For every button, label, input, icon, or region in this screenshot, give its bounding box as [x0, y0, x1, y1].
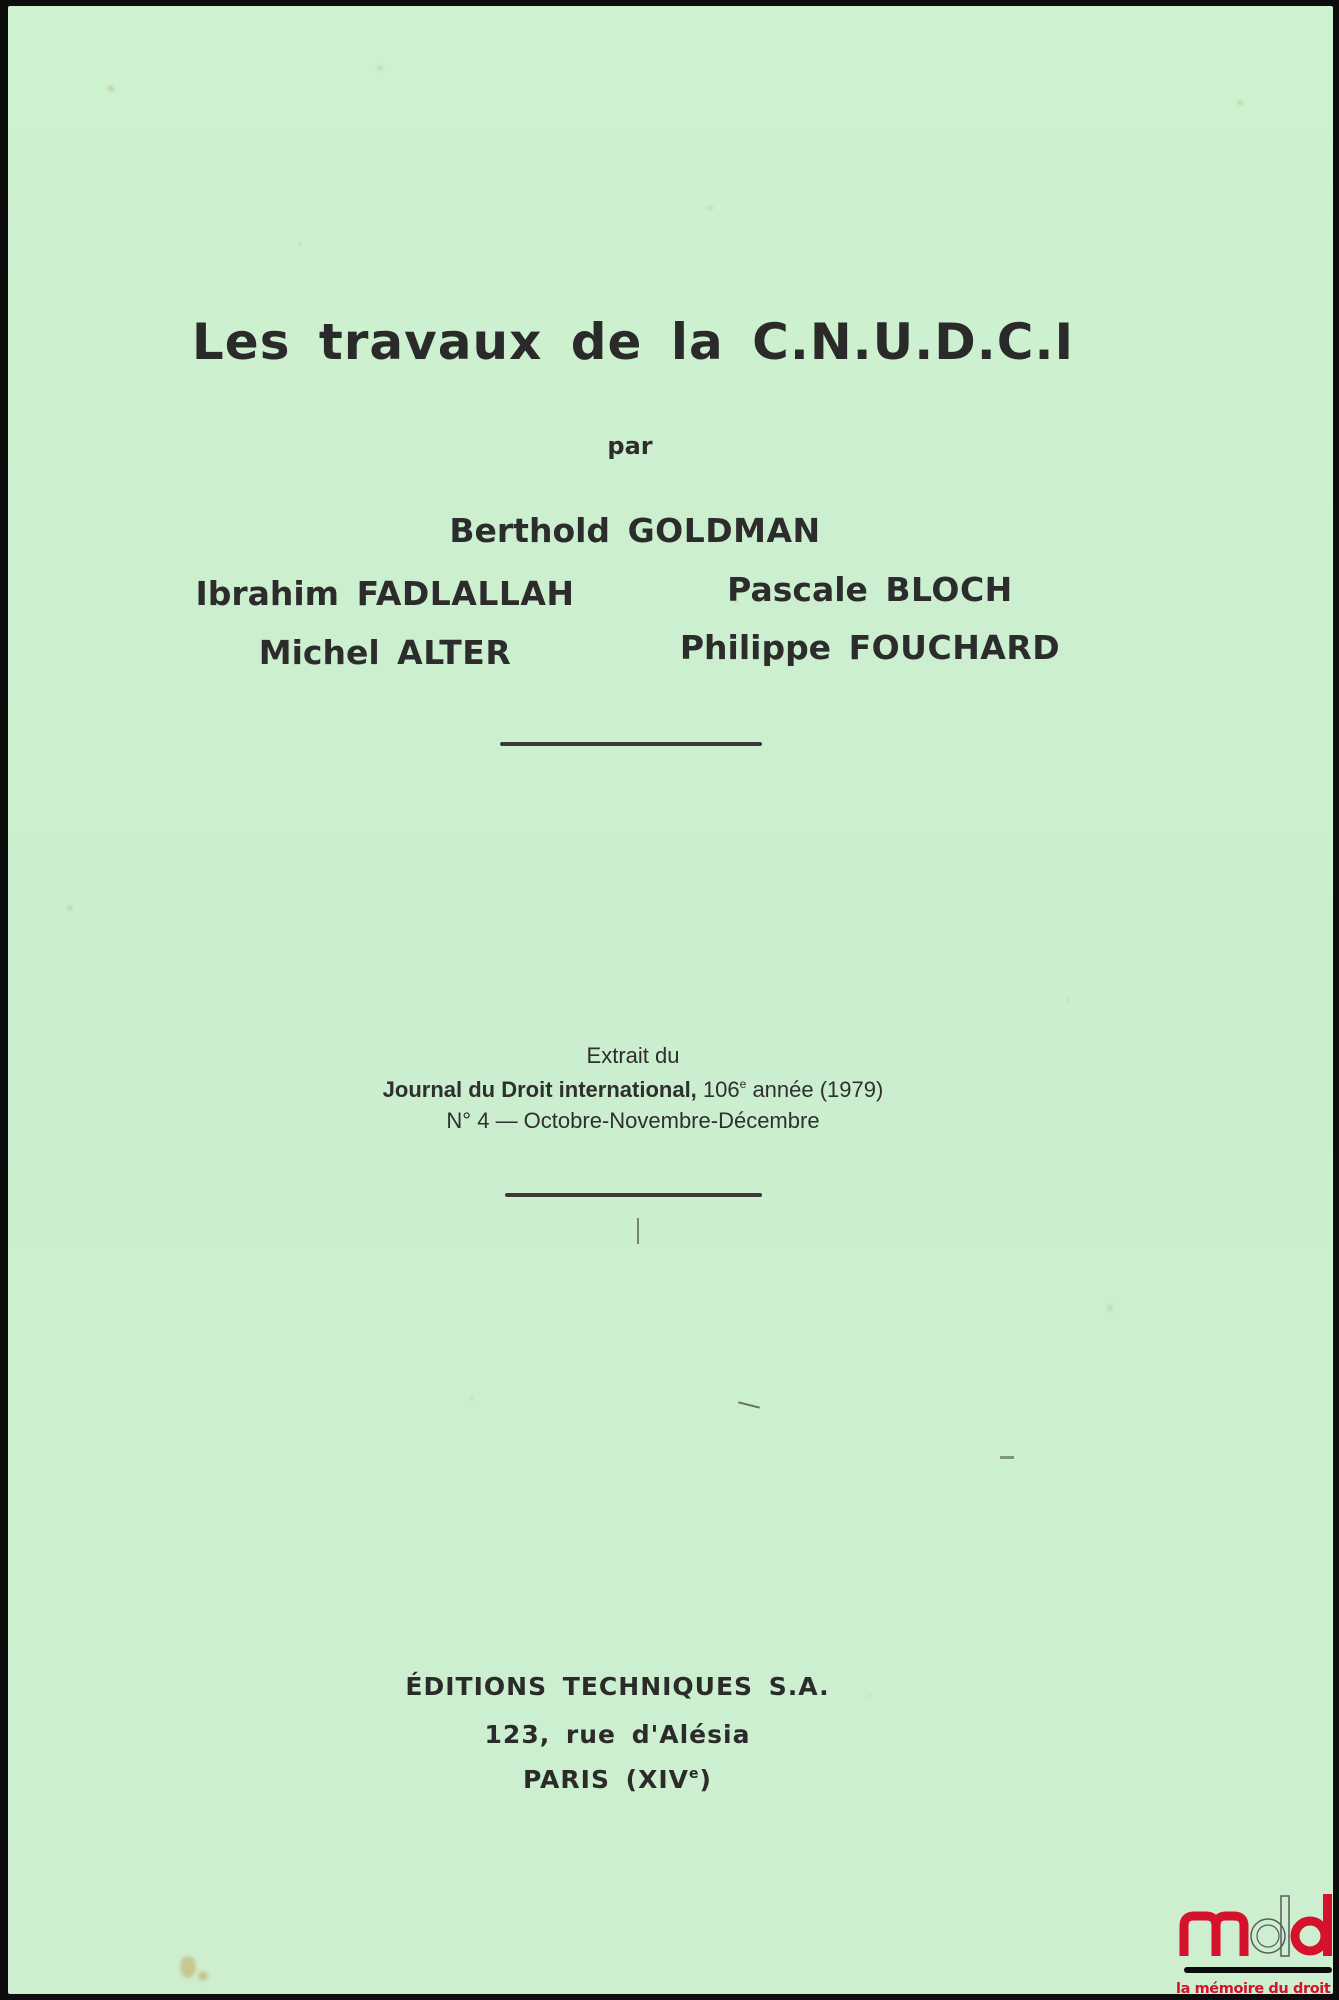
author-last-name: FOUCHARD: [848, 628, 1061, 667]
stain-mark: [180, 1956, 196, 1978]
publisher-address: 123, rue d'Alésia: [484, 1720, 751, 1749]
author-first-name: Pascale: [727, 570, 868, 609]
author-fadlallah: [165, 574, 605, 613]
journal-year-sup: e: [739, 1077, 747, 1091]
stain-mark: [1238, 101, 1243, 105]
ink-mark: [637, 1218, 639, 1244]
author-first-name: Michel: [258, 633, 380, 672]
journal-citation: [0, 1077, 1266, 1103]
author-last-name: GOLDMAN: [627, 511, 821, 550]
author-goldman: [395, 511, 875, 550]
separator-rule: [500, 742, 762, 746]
stain-mark: [1108, 1306, 1112, 1310]
cover-title: Les travaux de la C.N.U.D.C.I: [191, 313, 1075, 371]
journal-issue: N° 4 — Octobre-Novembre-Décembre: [446, 1108, 820, 1133]
stain-mark: [68, 906, 72, 910]
author-first-name: Berthold: [449, 511, 611, 550]
author-last-name: BLOCH: [885, 570, 1013, 609]
stain-mark: [108, 86, 114, 91]
author-last-name: ALTER: [397, 633, 512, 672]
author-first-name: Ibrahim: [195, 574, 340, 613]
author-last-name: FADLALLAH: [356, 574, 575, 613]
publisher-city: [0, 1765, 1235, 1794]
by-label: par: [607, 432, 653, 460]
separator-rule: [505, 1193, 762, 1197]
author-fouchard: [660, 628, 1080, 667]
author-bloch: [660, 570, 1080, 609]
journal-year-rest: année (1979): [746, 1077, 884, 1102]
stain-mark: [198, 1971, 208, 1981]
extract-label: Extrait du: [586, 1043, 680, 1068]
journal-year-number: 106: [702, 1077, 740, 1102]
mdd-tagline: la mémoire du droit: [1176, 1981, 1331, 1997]
publisher-city-sup: e: [689, 1766, 700, 1782]
stain-mark: [708, 206, 712, 210]
ink-mark: [1000, 1456, 1014, 1459]
publisher-city-text: PARIS (XIV: [523, 1765, 690, 1794]
publisher-name: ÉDITIONS TECHNIQUES S.A.: [405, 1672, 830, 1701]
stain-mark: [378, 66, 382, 70]
author-alter: [165, 633, 605, 672]
journal-name: Journal du Droit international,: [382, 1077, 697, 1102]
publisher-city-close: ): [699, 1765, 712, 1794]
author-first-name: Philippe: [679, 628, 832, 667]
